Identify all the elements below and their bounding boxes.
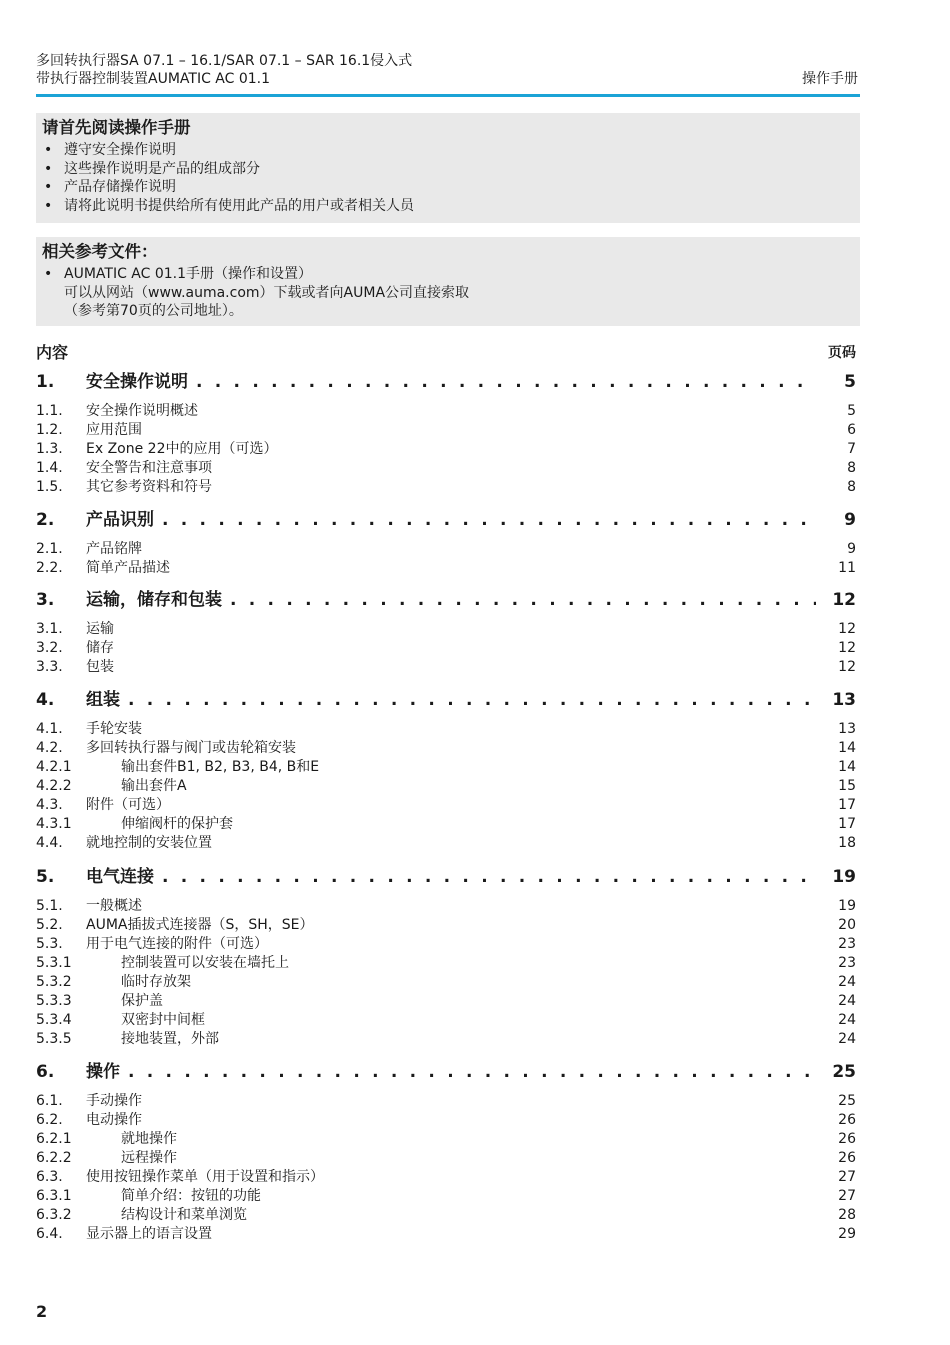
toc-entry[interactable]: 6.2.2 远程操作 26 — [36, 1150, 856, 1166]
toc-entry[interactable]: 6.3.2 结构设计和菜单浏览 28 — [36, 1207, 856, 1223]
toc-entry[interactable]: 4.2.1 输出套件B1, B2, B3, B4, B和E 14 — [36, 759, 856, 775]
toc-entry[interactable]: 6.4. 显示器上的语言设置 29 — [36, 1226, 856, 1242]
reference-item: • AUMATIC AC 01.1手册（操作和设置） — [44, 266, 313, 282]
header-title-line2: 带执行器控制装置AUMATIC AC 01.1 — [36, 71, 271, 87]
toc-leader-dots — [188, 370, 816, 394]
header-manual-label: 操作手册 — [802, 71, 858, 87]
toc-entry[interactable]: 2.2. 简单产品描述 11 — [36, 560, 856, 576]
toc-section-page: 5 — [844, 372, 856, 392]
bullet-icon: • — [44, 179, 53, 195]
toc-section-page: 9 — [844, 510, 856, 530]
toc-heading-row — [36, 340, 856, 362]
page-number: 2 — [36, 1302, 48, 1321]
toc-section-number: 6. — [36, 1062, 55, 1082]
toc-leader-dots — [120, 1060, 816, 1084]
read-first-item: • 产品存储操作说明 — [44, 179, 176, 195]
toc-section-page: 25 — [832, 1062, 856, 1082]
read-first-item: • 这些操作说明是产品的组成部分 — [44, 160, 260, 177]
toc-entry[interactable]: 5.3.1 控制装置可以安装在墙托上 23 — [36, 955, 856, 971]
toc-section-number: 3. — [36, 590, 55, 610]
toc-section-number: 2. — [36, 510, 55, 530]
toc-entry[interactable]: 2.1. 产品铭牌 9 — [36, 541, 856, 557]
toc-entry[interactable]: 4.3.1 伸缩阀杆的保护套 17 — [36, 816, 856, 832]
toc-section-page: 19 — [832, 867, 856, 887]
references-box — [36, 237, 860, 326]
toc-entry[interactable]: 5.3.4 双密封中间框 24 — [36, 1012, 856, 1028]
toc-entry[interactable]: 4.1. 手轮安装 13 — [36, 721, 856, 737]
toc-section-title: 组装 — [86, 690, 120, 710]
toc-section[interactable] — [36, 688, 856, 712]
toc-section-title: 安全操作说明 — [86, 372, 188, 392]
bullet-icon: • — [44, 160, 53, 177]
toc-leader-dots — [154, 865, 816, 889]
toc-entry[interactable]: 3.3. 包装 12 — [36, 659, 856, 675]
toc-entry[interactable]: 5.1. 一般概述 19 — [36, 898, 856, 914]
bullet-icon: • — [44, 197, 53, 214]
toc-entry[interactable]: 5.2. AUMA插拔式连接器（S，SH，SE） 20 — [36, 917, 856, 933]
reference-item-line2: 可以从网站（www.auma.com）下载或者向AUMA公司直接索取 — [64, 284, 470, 301]
bullet-icon: • — [44, 142, 53, 158]
toc-section-title: 产品识别 — [86, 510, 154, 530]
toc-leader-dots — [154, 508, 816, 532]
toc-entry[interactable]: 3.1. 运输 12 — [36, 621, 856, 637]
page-header — [36, 52, 860, 97]
toc-entry[interactable]: 4.2.2 输出套件A 15 — [36, 778, 856, 794]
toc-leader-dots — [222, 588, 816, 612]
toc-section-number: 4. — [36, 690, 55, 710]
toc-entry[interactable]: 1.3. Ex Zone 22中的应用（可选） 7 — [36, 441, 856, 457]
toc-entry[interactable]: 4.4. 就地控制的安装位置 18 — [36, 835, 856, 851]
toc-entry[interactable]: 6.3. 使用按钮操作菜单（用于设置和指示） 27 — [36, 1169, 856, 1185]
toc-entry[interactable]: 5.3. 用于电气连接的附件（可选） 23 — [36, 936, 856, 952]
read-first-title: 请首先阅读操作手册 — [42, 118, 191, 137]
references-title: 相关参考文件： — [42, 242, 158, 261]
toc-page-heading: 页码 — [828, 345, 856, 361]
toc-section-number: 1. — [36, 372, 55, 392]
toc-entry[interactable]: 6.2.1 就地操作 26 — [36, 1131, 856, 1147]
toc-entry[interactable]: 6.2. 电动操作 26 — [36, 1112, 856, 1128]
toc-heading: 内容 — [36, 343, 69, 362]
toc-section[interactable] — [36, 370, 856, 394]
toc-entry[interactable]: 5.3.5 接地装置，外部 24 — [36, 1031, 856, 1047]
toc-entry[interactable]: 6.1. 手动操作 25 — [36, 1093, 856, 1109]
toc-entry[interactable]: 1.2. 应用范围 6 — [36, 422, 856, 438]
reference-item-line3: （参考第70页的公司地址）。 — [64, 303, 243, 319]
toc-section-page: 13 — [832, 690, 856, 710]
toc-entry[interactable]: 1.5. 其它参考资料和符号 8 — [36, 479, 856, 495]
bullet-icon: • — [44, 266, 53, 282]
toc-section-title: 操作 — [86, 1062, 120, 1082]
toc-entry[interactable]: 3.2. 储存 12 — [36, 640, 856, 656]
read-first-item: • 请将此说明书提供给所有使用此产品的用户或者相关人员 — [44, 197, 414, 214]
toc-section[interactable] — [36, 1060, 856, 1084]
toc-section-title: 电气连接 — [86, 867, 154, 887]
toc-entry[interactable]: 4.3. 附件（可选） 17 — [36, 797, 856, 813]
read-first-item: • 遵守安全操作说明 — [44, 142, 176, 158]
toc-entry[interactable]: 5.3.3 保护盖 24 — [36, 993, 856, 1009]
toc-section[interactable] — [36, 588, 856, 612]
header-title-line1: 多回转执行器SA 07.1 – 16.1/SAR 07.1 – SAR 16.1侵入式 — [36, 53, 413, 69]
toc-entry[interactable]: 4.2. 多回转执行器与阀门或齿轮箱安装 14 — [36, 740, 856, 756]
toc-leader-dots — [120, 688, 816, 712]
toc-section-number: 5. — [36, 867, 55, 887]
toc-entry[interactable]: 6.3.1 简单介绍：按钮的功能 27 — [36, 1188, 856, 1204]
toc-entry[interactable]: 1.1. 安全操作说明概述 5 — [36, 403, 856, 419]
toc-section-title: 运输，储存和包装 — [86, 590, 222, 610]
toc-entry[interactable]: 1.4. 安全警告和注意事项 8 — [36, 460, 856, 476]
toc-section[interactable] — [36, 865, 856, 889]
read-first-box — [36, 113, 860, 223]
toc-entry[interactable]: 5.3.2 临时存放架 24 — [36, 974, 856, 990]
toc-section-page: 12 — [832, 590, 856, 610]
toc-section[interactable] — [36, 508, 856, 532]
